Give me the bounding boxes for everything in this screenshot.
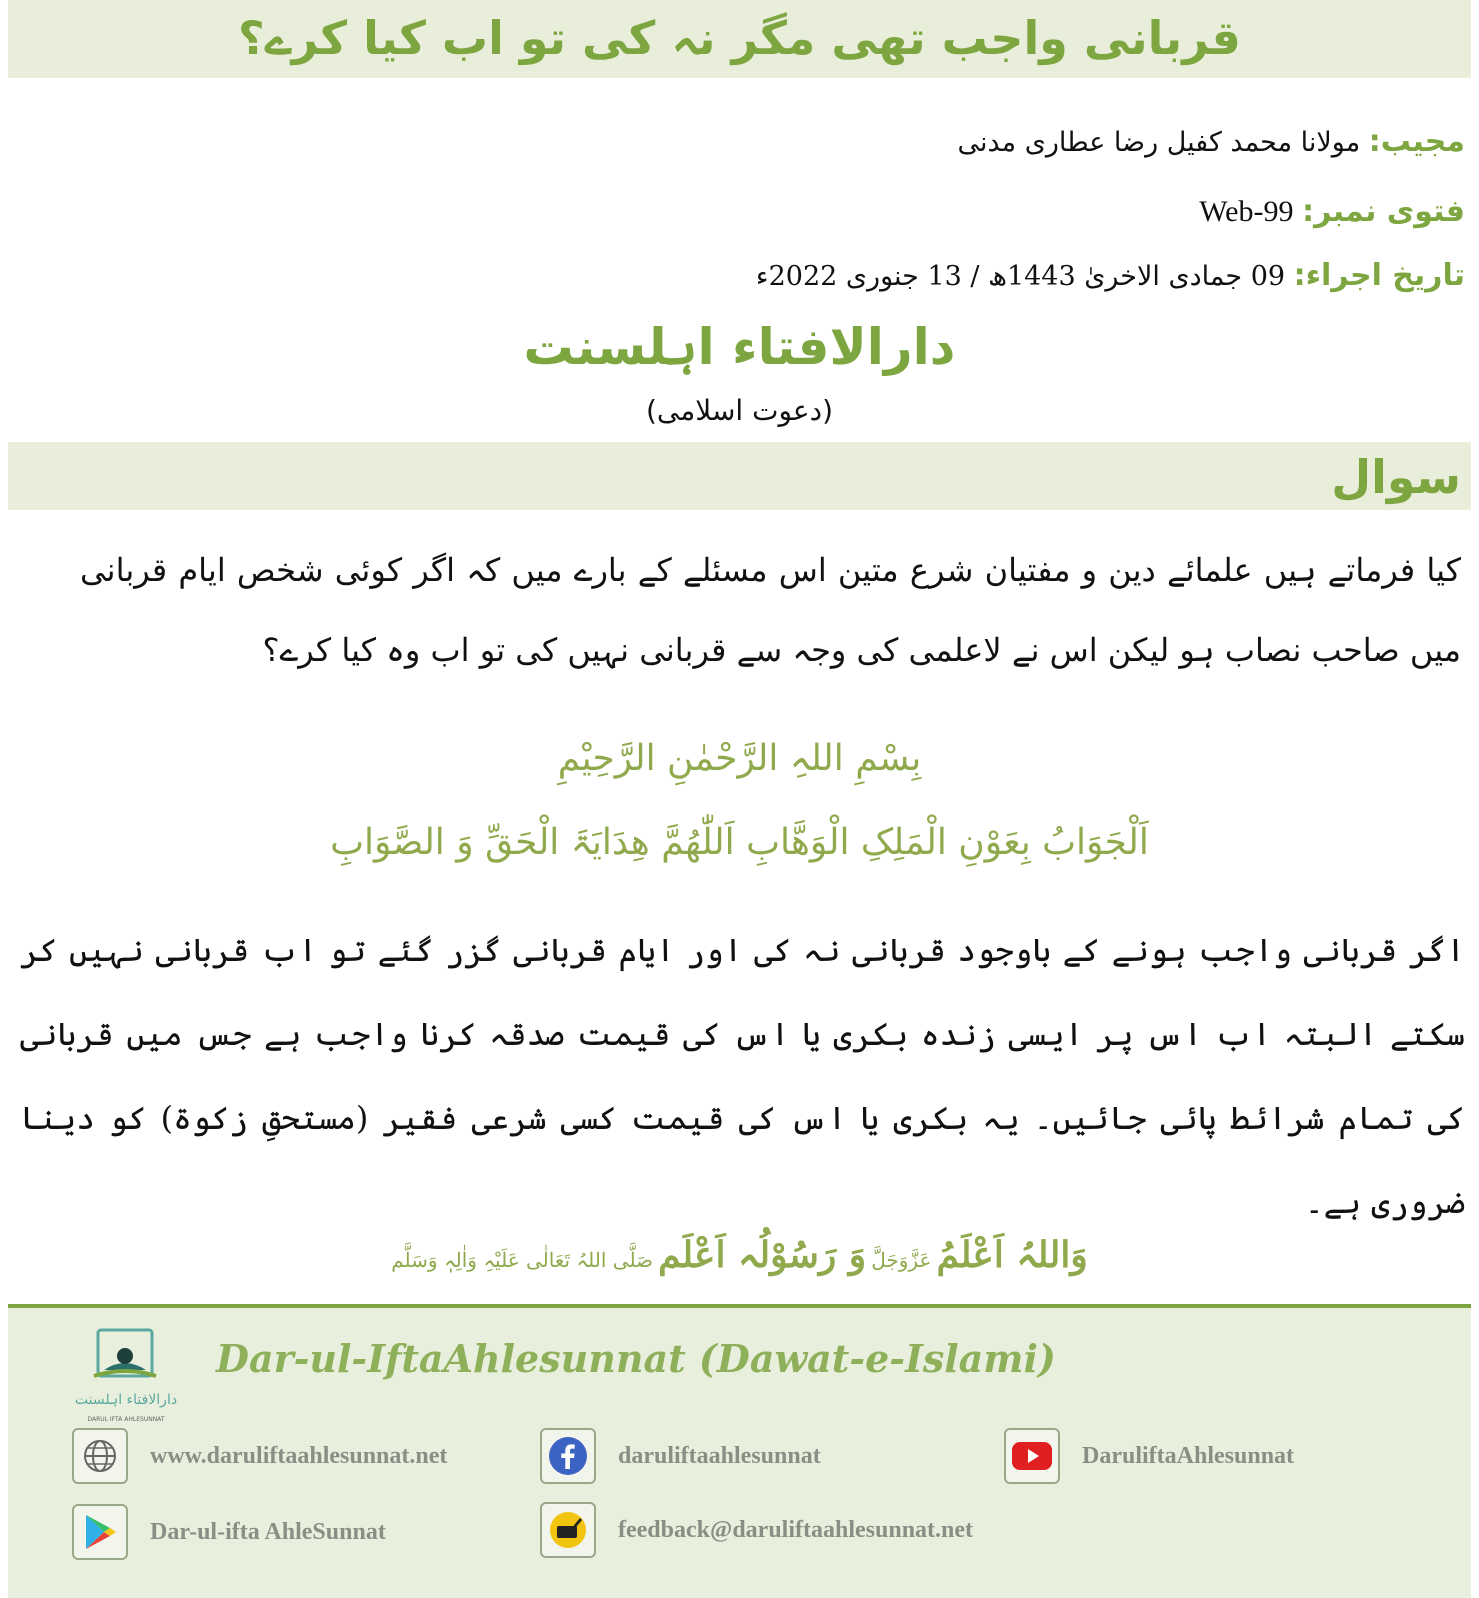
answer-text: اگر قربانی واجب ہونے کے باوجود قربانی نہ کی اور ایام قربانی گزر گئے تو اب قربانی نہیں کر سکتے البتہ اب اس پر ایسی زندہ بکری یا اس کی قیمت صدقہ کرنا واجب ہے جس میں قربانی کی تمام شرائط پائی جائیں۔ یہ بکری یا اس کی قیمت کسی شرعی فقیر (مستحقِ زکوۃ) کو دینا ضروری ہے۔ [20, 931, 1466, 1221]
fatwa-number-line [1199, 194, 1465, 229]
question-text: کیا فرماتے ہیں علمائے دین و مفتیان شرع متین اس مسئلے کے بارے میں کہ اگر کوئی شخص ایام قربانی میں صاحب نصاب ہو لیکن اس نے لاعلمی کی وجہ سے قربانی نہیں کی تو اب وہ کیا کرے؟ [80, 551, 1461, 669]
facebook-text: daruliftaahlesunnat [618, 1442, 821, 1469]
closing-azza: عَزَّوَجَلَّ [871, 1248, 932, 1272]
bismillah: بِسْمِ اللہِ الرَّحْمٰنِ الرَّحِیْمِ [557, 738, 922, 779]
closing-rasool: وَ رَسُوْلُہ اَعْلَم [658, 1234, 867, 1276]
youtube-link[interactable] [1004, 1428, 1294, 1484]
email-link[interactable] [540, 1502, 973, 1558]
website-link[interactable] [72, 1428, 447, 1484]
website-text: www.daruliftaahlesunnat.net [150, 1442, 448, 1469]
darulifta-logo [64, 1326, 188, 1426]
youtube-text: DaruliftaAhlesunnat [1082, 1442, 1295, 1469]
play-store-text: Dar-ul-ifta AhleSunnat [150, 1518, 386, 1545]
question-heading-band [8, 442, 1471, 510]
logo-text: دارالافتاء اہلسنت [74, 1392, 178, 1408]
mujeeb-label: مجیب: [1368, 124, 1465, 159]
issue-date-line [756, 258, 1465, 293]
answer-opening: اَلْجَوَابُ بِعَوْنِ الْمَلِکِ الْوَھَّابِ اَللّٰھُمَّ ھِدَایَۃَ الْحَقِّ وَ الصَّوَابِ [330, 822, 1149, 863]
play-store-icon [72, 1504, 128, 1560]
issue-date-label: تاریخ اجراء: [1293, 258, 1465, 293]
logo-caption: DARUL IFTA AHLESUNNAT [87, 1416, 165, 1423]
globe-icon [72, 1428, 128, 1484]
mujeeb-line [957, 124, 1465, 159]
closing-main: وَاللہُ اَعْلَمُ [936, 1234, 1088, 1276]
issue-date-value: 09 جمادی الاخریٰ 1443ھ / 13 جنوری 2022ء [755, 261, 1286, 292]
closing-line [0, 1234, 1479, 1276]
footer [8, 1308, 1471, 1598]
facebook-icon [540, 1428, 596, 1484]
mujeeb-value: مولانا محمد کفیل رضا عطاری مدنی [957, 127, 1361, 158]
mail-icon [540, 1502, 596, 1558]
youtube-icon [1004, 1428, 1060, 1484]
org-name: دارالافتاء اہلسنت [523, 318, 956, 376]
fatwa-number-label: فتوی نمبر: [1302, 194, 1465, 229]
closing-salla: صَلَّی اللہُ تَعَالٰی عَلَیْہِ وَاٰلِہٖ وَسَلَّم [391, 1248, 654, 1272]
page-title: قربانی واجب تھی مگر نہ کی تو اب کیا کرے؟ [238, 11, 1241, 65]
fatwa-number-value: Web-99 [1199, 195, 1294, 228]
facebook-link[interactable] [540, 1428, 821, 1484]
email-text: feedback@daruliftaahlesunnat.net [618, 1516, 974, 1543]
play-store-link[interactable] [72, 1504, 386, 1560]
footer-title: Dar-ul-IftaAhlesunnat (Dawat-e-Islami) [216, 1336, 1056, 1381]
org-subtitle: (دعوت اسلامی) [645, 394, 834, 427]
question-heading: سوال [1331, 450, 1461, 504]
